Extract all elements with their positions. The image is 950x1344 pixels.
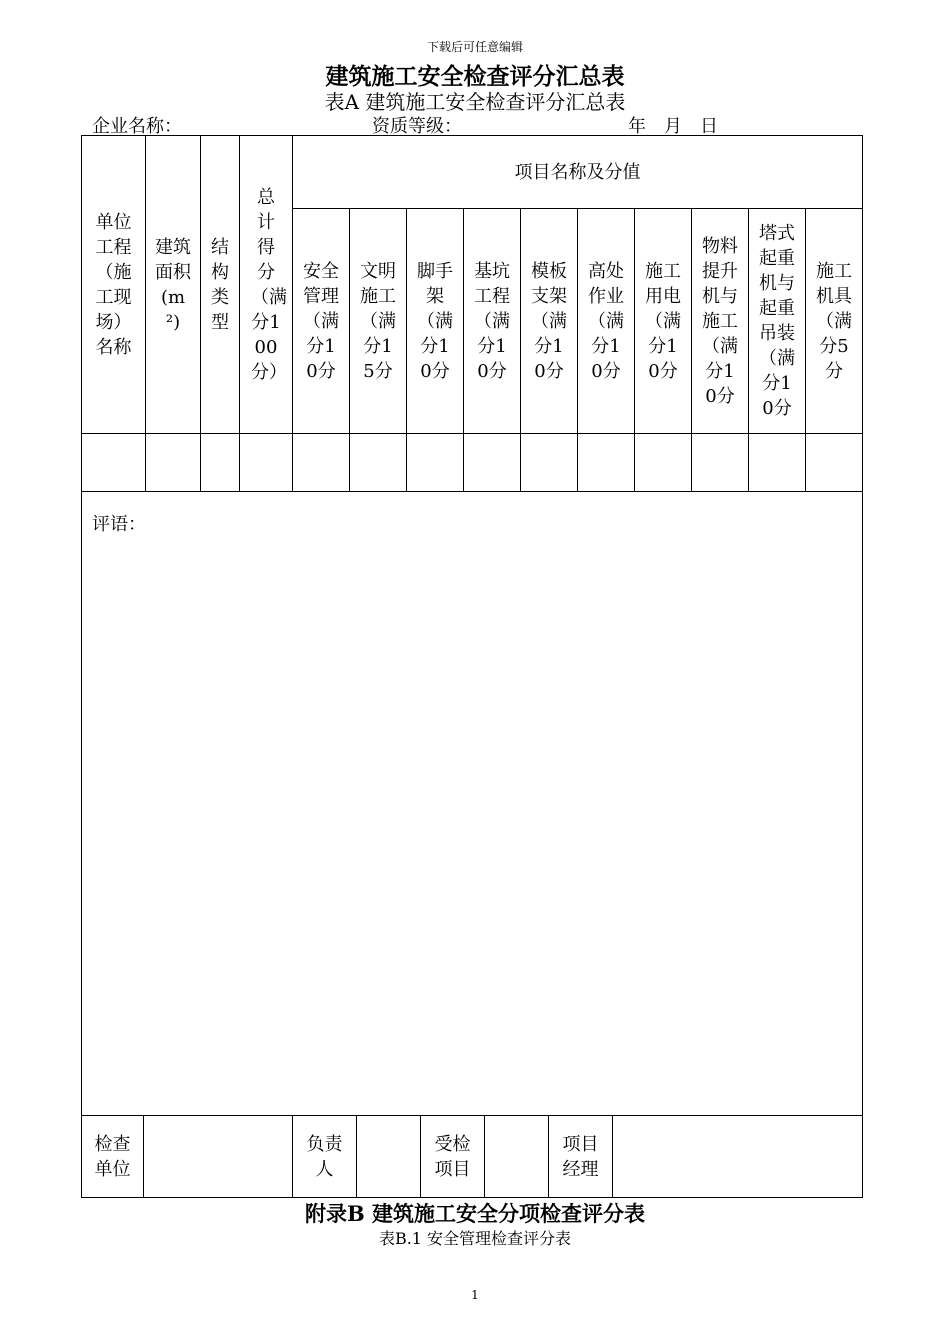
score-cell[interactable] [407,434,464,492]
project-manager-label: 项目经理 [549,1116,613,1198]
score-cell[interactable] [146,434,201,492]
score-cell[interactable] [82,434,146,492]
responsible-label: 负责人 [293,1116,357,1198]
score-cell[interactable] [635,434,692,492]
table-row [82,434,863,492]
comment-area[interactable] [82,492,863,1116]
item-header: 基坑工程（满分10分 [464,209,521,434]
item-header: 物料提升机与施工（满分10分 [692,209,749,434]
summary-table [81,135,863,1116]
table-subtitle: 表A 建筑施工安全检查评分汇总表 [324,90,626,114]
main-title: 建筑施工安全检查评分汇总表 [325,63,625,90]
item-header: 施工用电（满分10分 [635,209,692,434]
score-cell[interactable] [806,434,863,492]
inspected-project-value[interactable] [485,1116,549,1198]
date-label: 年 月 日 [628,116,718,137]
qualification-label: 资质等级： [372,116,462,137]
score-cell[interactable] [350,434,407,492]
score-cell[interactable] [293,434,350,492]
inspected-project-label: 受检项目 [421,1116,485,1198]
score-cell[interactable] [692,434,749,492]
check-unit-value[interactable] [144,1116,293,1198]
header-note: 下载后可任意编辑 [426,40,523,54]
appendix-subtitle: 表B.1 安全管理检查评分表 [378,1229,572,1248]
header-structure-type: 结构类型 [201,136,240,434]
page-number: 1 [471,1288,479,1302]
item-header: 塔式起重机与起重吊装（满分10分 [749,209,806,434]
responsible-value[interactable] [357,1116,421,1198]
score-cell[interactable] [578,434,635,492]
item-header: 脚手架（满分10分 [407,209,464,434]
check-unit-label: 检查单位 [82,1116,144,1198]
score-cell[interactable] [240,434,293,492]
header-item-group: 项目名称及分值 [293,136,863,209]
item-header: 高处作业（满分10分 [578,209,635,434]
signature-table [81,1115,863,1198]
item-header: 施工机具（满分5分 [806,209,863,434]
score-cell[interactable] [201,434,240,492]
header-unit-name: 单位工程（施工现场）名称 [82,136,146,434]
score-cell[interactable] [464,434,521,492]
score-cell[interactable] [749,434,806,492]
item-header: 模板支架（满分10分 [521,209,578,434]
company-name-label: 企业名称： [92,116,182,137]
header-building-area: 建筑面积(m²) [146,136,201,434]
score-cell[interactable] [521,434,578,492]
appendix-title: 附录B 建筑施工安全分项检查评分表 [304,1201,646,1226]
item-header: 安全管理（满分10分 [293,209,350,434]
comment-label: 评语： [92,514,146,535]
project-manager-value[interactable] [613,1116,863,1198]
item-header: 文明施工（满分15分 [350,209,407,434]
header-total-score: 总计得分（满分100分） [240,136,293,434]
